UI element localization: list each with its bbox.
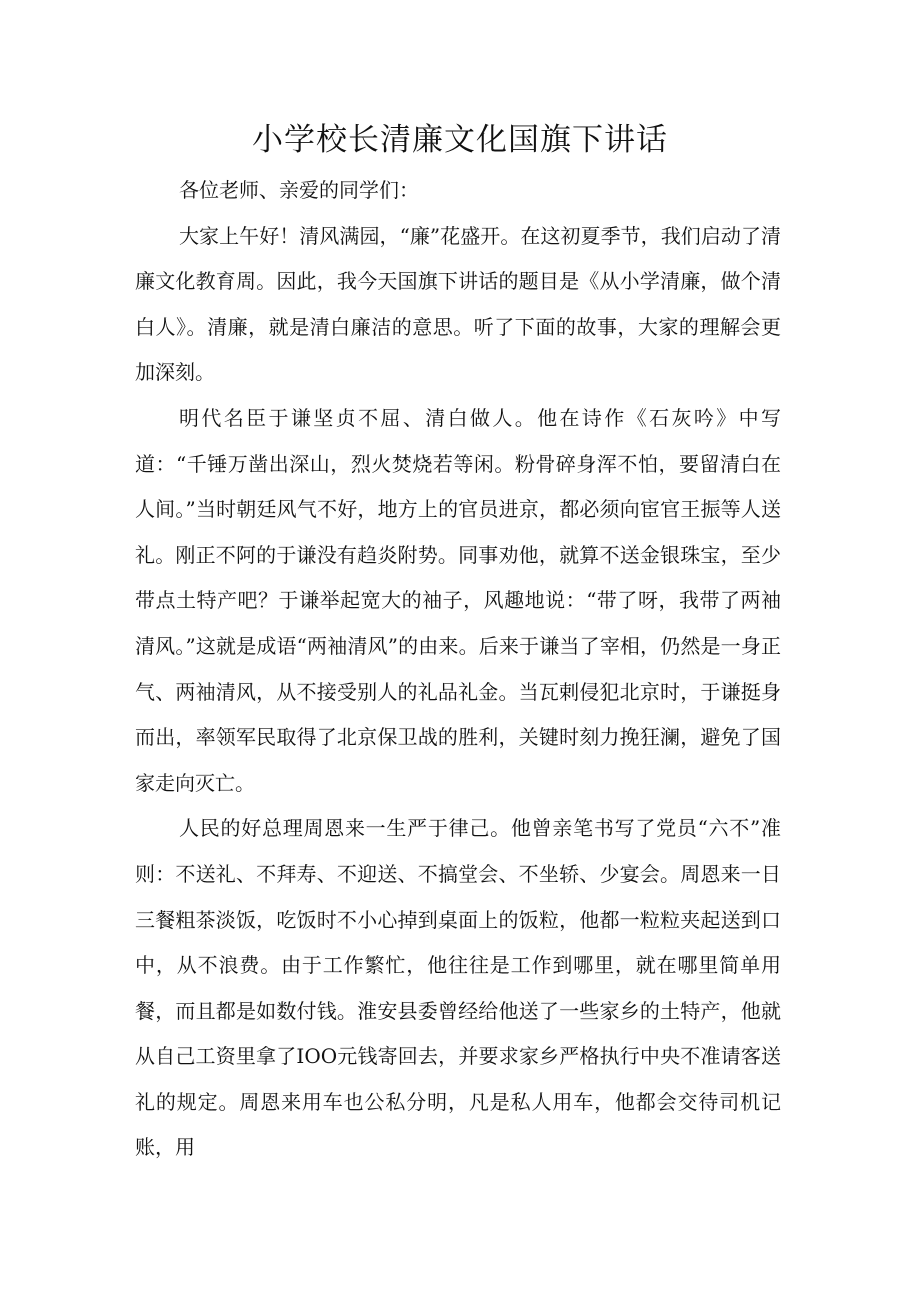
- document-title: 小学校长清廉文化国旗下讲话: [252, 122, 668, 158]
- paragraph-opening: 大家上午好！清风满园，“廉”花盛开。在这初夏季节，我们启动了清廉文化教育周。因此，我今天国旗下讲话的题目是《从小学清廉，做个清白人》。清廉，就是清白廉洁的意思。听了下面的故事，大家的理解会更加深刻。: [135, 223, 781, 385]
- paragraph-zhou-enlai: 人民的好总理周恩来一生严于律己。他曾亲笔书写了党员“六不”准则：不送礼、不拜寿、不迎送、不搞堂会、不坐轿、少宴会。周恩来一日三餐粗茶淡饭，吃饭时不小心掉到桌面上的饭粒，他都一粒粒夹起送到口中，从不浪费。由于工作繁忙，他往往是工作到哪里，就在哪里简单用餐，而且都是如数付钱。淮安县委曾经给他送了一些家乡的土特产，他就从自己工资里拿了IOO元钱寄回去，并要求家乡严格执行中央不准请客送礼的规定。周恩来用车也公私分明，凡是私人用车，他都会交待司机记账，用: [135, 816, 781, 1160]
- paragraph-yu-qian: 明代名臣于谦坚贞不屈、清白做人。他在诗作《石灰吟》中写道：“千锤万凿出深山，烈火焚烧若等闲。粉骨碎身浑不怕，要留清白在人间。”当时朝廷风气不好，地方上的官员进京，都必须向宦官王振等人送礼。刚正不阿的于谦没有趋炎附势。同事劝他，就算不送金银珠宝，至少带点土特产吧？于谦举起宽大的袖子，风趣地说：“带了呀，我带了两袖清风。”这就是成语“两袖清风”的由来。后来于谦当了宰相，仍然是一身正气、两袖清风，从不接受别人的礼品礼金。当瓦剌侵犯北京时，于谦挺身而出，率领军民取得了北京保卫战的胜利，关键时刻力挽狂澜，避免了国家走向灭亡。: [135, 405, 781, 795]
- greeting-line: 各位老师、亲爱的同学们：: [179, 178, 419, 202]
- document-body: [135, 168, 781, 1171]
